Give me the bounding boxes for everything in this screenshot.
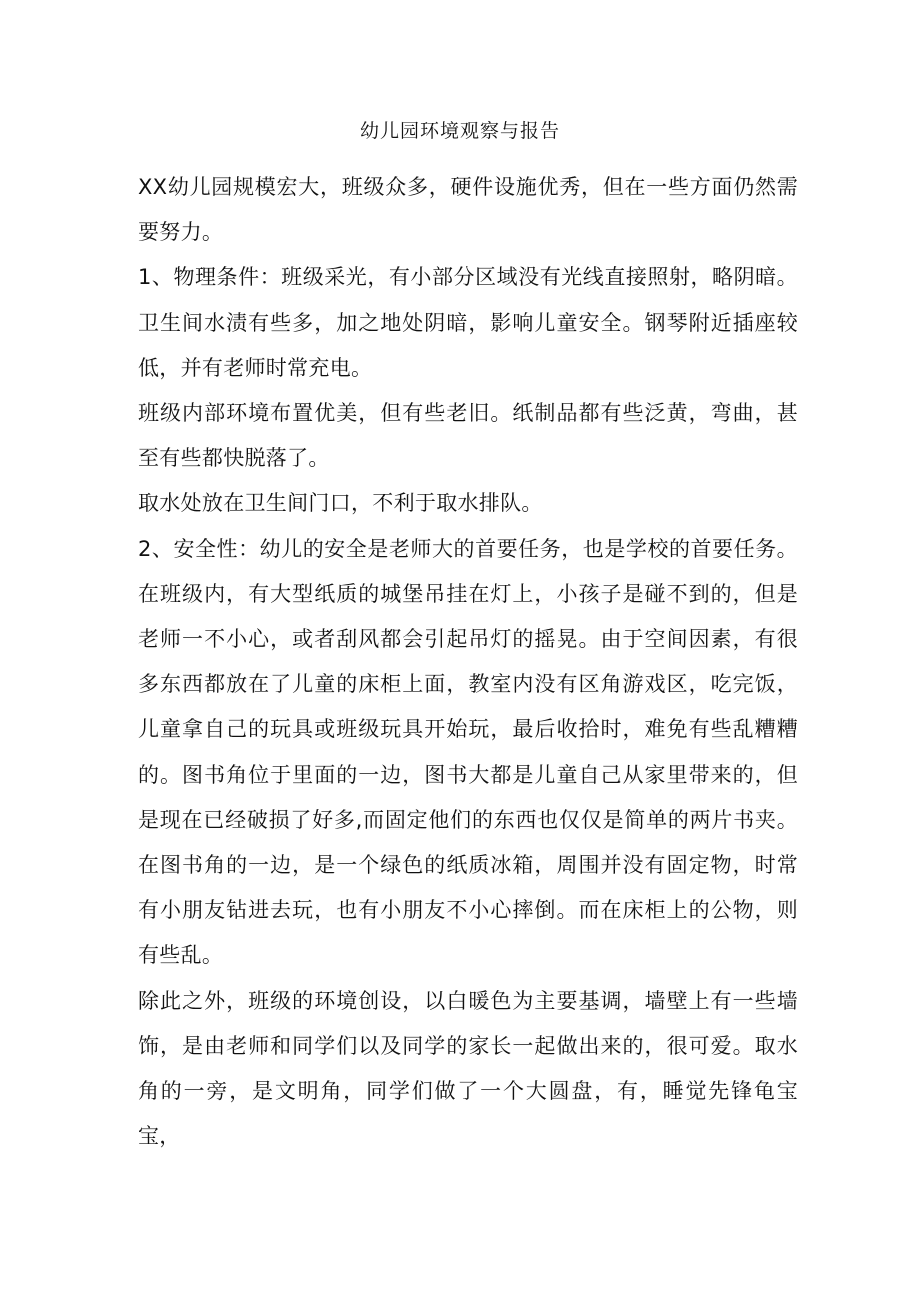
paragraph-safety: 2、安全性：幼儿的安全是老师大的首要任务，也是学校的首要任务。在班级内，有大型纸质的城堡吊挂在灯上，小孩子是碰不到的，但是老师一不小心，或者刮风都会引起吊灯的摇晃。由于空间因素，有很多东西都放在了儿童的床柜上面，教室内没有区角游戏区，吃完饭，儿童拿自己的玩具或班级玩具开始玩，最后收拾时，难免有些乱糟糟的。图书角位于里面的一边，图书大都是儿童自己从家里带来的，但是现在已经破损了好多,而固定他们的东西也仅仅是简单的两片书夹。在图书角的一边，是一个绿色的纸质冰箱，周围并没有固定物，时常有小朋友钻进去玩，也有小朋友不小心摔倒。而在床柜上的公物，则有些乱。 <box>138 536 798 968</box>
paragraph-environment-creation: 除此之外，班级的环境创设，以白暖色为主要基调，墙壁上有一些墙饰，是由老师和同学们以及同学的家长一起做出来的，很可爱。取水角的一旁，是文明角，同学们做了一个大圆盘，有，睡觉先锋龟宝宝， <box>138 988 798 1149</box>
paragraph-physical-conditions: 1、物理条件：班级采光，有小部分区域没有光线直接照射，略阴暗。卫生间水渍有些多，加之地处阴暗，影响儿童安全。钢琴附近插座较低，并有老师时常充电。 <box>138 265 798 380</box>
page-title: 幼儿园环境观察与报告 <box>359 120 560 142</box>
paragraph-intro: XX幼儿园规模宏大，班级众多，硬件设施优秀，但在一些方面仍然需要努力。 <box>138 175 798 245</box>
paragraph-class-environment: 班级内部环境布置优美，但有些老旧。纸制品都有些泛黄，弯曲，甚至有些都快脱落了。 <box>138 401 798 471</box>
document-body <box>138 165 798 1159</box>
paragraph-water-station: 取水处放在卫生间门口，不利于取水排队。 <box>138 491 543 516</box>
